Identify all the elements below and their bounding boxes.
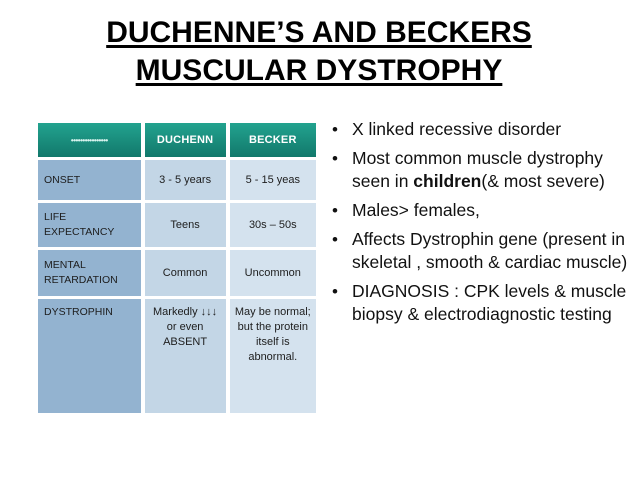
bullet-text: DIAGNOSIS : CPK levels & muscle biopsy & electrodiagnostic testing (352, 281, 627, 324)
cell-mental-becker: Uncommon (230, 250, 316, 296)
cell-dystrophin-becker: May be normal; but the protein itself is abnormal. (230, 299, 316, 413)
title-line-1: DUCHENNE’S AND BECKERS (106, 16, 532, 49)
bullet-text: Most common muscle dystrophy seen in (352, 148, 603, 191)
bullet-icon: • (332, 120, 338, 139)
title-line-2: MUSCULAR DYSTROPHY (135, 54, 503, 87)
cell-onset-becker: 5 - 15 yeas (230, 160, 316, 200)
page-title (0, 14, 638, 90)
table-row (38, 299, 316, 413)
list-item (330, 199, 630, 222)
table-row (38, 160, 316, 200)
row-label-life-expectancy: LIFE EXPECTANCY (38, 203, 141, 247)
header-cell-duchenne: DUCHENN (145, 123, 226, 157)
cell-life-duchenne: Teens (145, 203, 226, 247)
bullet-text-bold: children (413, 171, 482, 191)
bullet-list (330, 118, 630, 332)
row-label-onset: ONSET (38, 160, 141, 200)
bullet-text: Males> females, (352, 200, 480, 220)
table-header-row (38, 123, 316, 157)
row-label-mental-retardation: MENTAL RETARDATION (38, 250, 141, 296)
cell-mental-duchenne: Common (145, 250, 226, 296)
bullet-text: (& most severe) (481, 171, 605, 191)
header-cell-blank: •••••••••••••••• (38, 123, 141, 157)
bullet-text: Affects Dystrophin gene (present in skeletal , smooth & cardiac muscle) (352, 229, 628, 272)
bullet-text: X linked recessive disorder (352, 119, 562, 139)
bullet-icon: • (332, 230, 338, 249)
cell-dystrophin-duchenne: Markedly ↓↓↓ or even ABSENT (145, 299, 226, 413)
bullet-icon: • (332, 201, 338, 220)
cell-life-becker: 30s – 50s (230, 203, 316, 247)
comparison-table-grid (34, 120, 320, 416)
bullet-icon: • (332, 282, 338, 301)
bullet-icon: • (332, 149, 338, 168)
header-cell-becker: BECKER (230, 123, 316, 157)
list-item (330, 147, 630, 193)
cell-onset-duchenne: 3 - 5 years (145, 160, 226, 200)
list-item (330, 118, 630, 141)
table-row (38, 250, 316, 296)
table-row (38, 203, 316, 247)
comparison-table (34, 120, 320, 402)
list-item (330, 228, 630, 274)
list-item (330, 280, 630, 326)
row-label-dystrophin: DYSTROPHIN (38, 299, 141, 413)
